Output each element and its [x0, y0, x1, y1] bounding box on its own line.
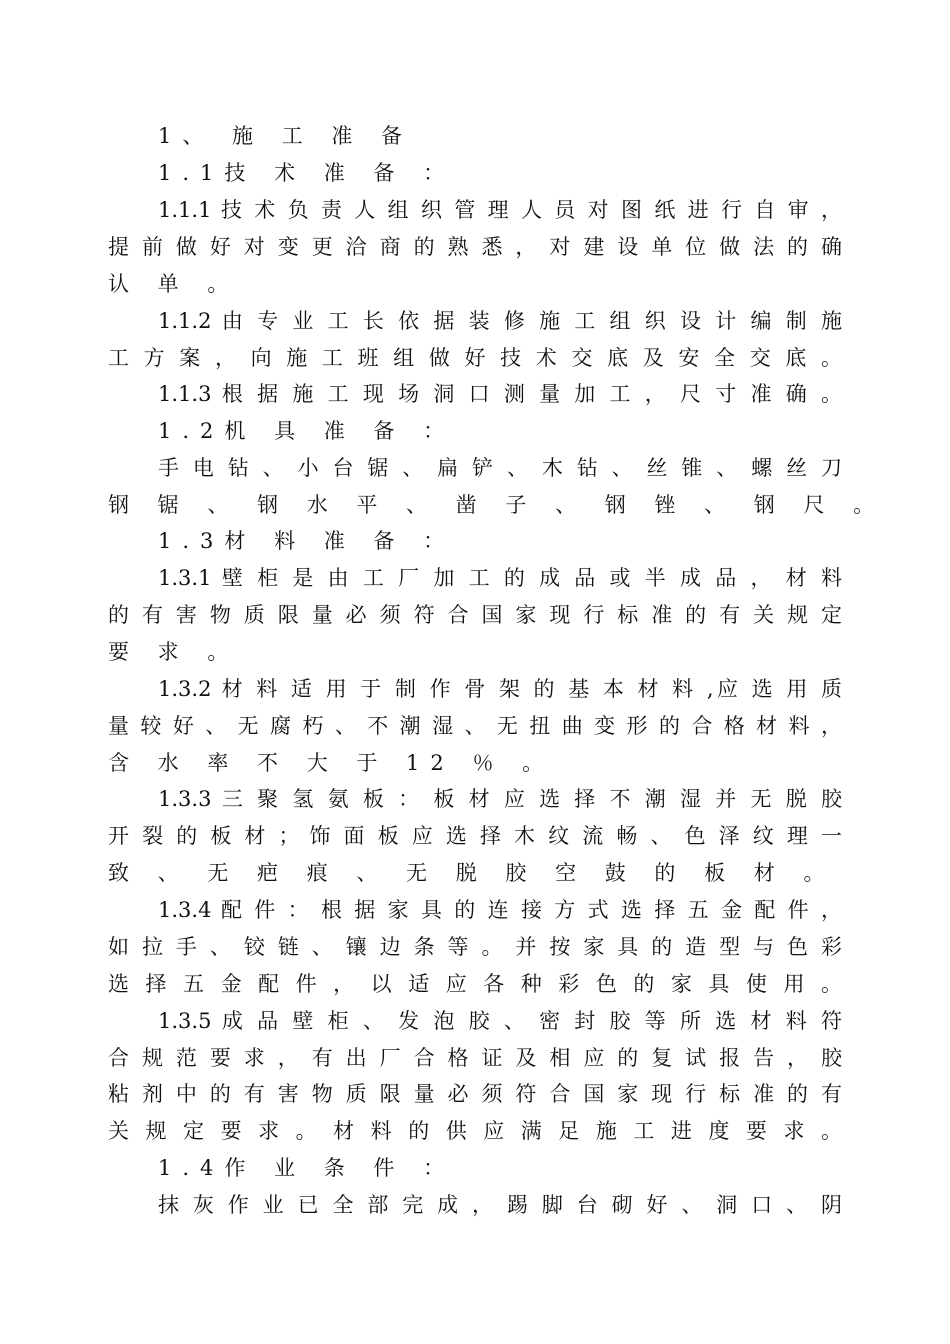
paragraph-line: 认 单 。 [108, 272, 240, 296]
paragraph-line: 如 拉 手 、 铰 链 、 镶 边 条 等 。 并 按 家 具 的 造 型 与 色 彩 [108, 935, 842, 959]
paragraph-line: 致 、 无 疤 痕 、 无 脱 胶 空 鼓 的 板 材 。 [108, 861, 836, 885]
heading-1: 1、 施 工 准 备 [158, 124, 414, 148]
heading-1-4: 1.4作 业 条 件 ： [158, 1156, 456, 1180]
heading-1-3: 1.3材 料 准 备 ： [158, 529, 456, 553]
paragraph-line: 开 裂 的 板 材 ； 饰 面 板 应 选 择 木 纹 流 畅 、 色 泽 纹 理 一 [108, 824, 842, 848]
paragraph-line: 1.1.2 由 专 业 工 长 依 据 装 修 施 工 组 织 设 计 编 制 施 [158, 309, 842, 333]
paragraph-line: 1.1.3 根 据 施 工 现 场 洞 口 测 量 加 工 ， 尺 寸 准 确 。 [158, 382, 842, 406]
paragraph-line: 1.3.3 三 聚 氢 氨 板 ： 板 材 应 选 择 不 潮 湿 并 无 脱 胶 [158, 787, 842, 811]
heading-1-1: 1.1技 术 准 备 ： [158, 161, 456, 185]
paragraph-line: 工 方 案 ， 向 施 工 班 组 做 好 技 术 交 底 及 安 全 交 底 。 [108, 346, 842, 370]
paragraph-line: 合 规 范 要 求 ， 有 出 厂 合 格 证 及 相 应 的 复 试 报 告 ， 胶 [108, 1046, 842, 1070]
paragraph-line: 1.3.5 成 品 壁 柜 、 发 泡 胶 、 密 封 胶 等 所 选 材 料 符 [158, 1009, 842, 1033]
heading-1-2: 1.2机 具 准 备 ： [158, 419, 456, 443]
paragraph-line: 量 较 好 、 无 腐 朽 、 不 潮 湿 、 无 扭 曲 变 形 的 合 格 材 料 ， [108, 714, 842, 738]
paragraph-line: 1.1.1 技 术 负 责 人 组 织 管 理 人 员 对 图 纸 进 行 自 审 ， [158, 198, 842, 222]
paragraph-line: 含 水 率 不 大 于 12 ％ 。 [108, 751, 555, 775]
paragraph-line: 选 择 五 金 配 件 ， 以 适 应 各 种 彩 色 的 家 具 使 用 。 [108, 972, 842, 996]
paragraph-line: 的 有 害 物 质 限 量 必 须 符 合 国 家 现 行 标 准 的 有 关 规 定 [108, 603, 842, 627]
paragraph-line: 钢 锯 、 钢 水 平 、 凿 子 、 钢 锉 、 钢 尺 。 [108, 493, 886, 517]
paragraph-line: 1.3.4 配 件 ： 根 据 家 具 的 连 接 方 式 选 择 五 金 配 件 ， [158, 898, 842, 922]
paragraph-line: 粘 剂 中 的 有 害 物 质 限 量 必 须 符 合 国 家 现 行 标 准 的 有 [108, 1082, 842, 1106]
paragraph-line: 要 求 。 [108, 640, 240, 664]
paragraph-line: 1.3.1 壁 柜 是 由 工 厂 加 工 的 成 品 或 半 成 品 ， 材 料 [158, 566, 842, 590]
paragraph-line: 关 规 定 要 求 。 材 料 的 供 应 满 足 施 工 进 度 要 求 。 [108, 1119, 842, 1143]
paragraph-line: 手 电 钻 、 小 台 锯 、 扁 铲 、 木 钻 、 丝 锥 、 螺 丝 刀 [158, 456, 842, 480]
paragraph-line: 提 前 做 好 对 变 更 洽 商 的 熟 悉 ， 对 建 设 单 位 做 法 的 确 [108, 235, 842, 259]
paragraph-line: 抹 灰 作 业 已 全 部 完 成 ， 踢 脚 台 砌 好 、 洞 口 、 阴 [158, 1193, 842, 1217]
paragraph-line: 1.3.2 材 料 适 用 于 制 作 骨 架 的 基 本 材 料 ,应 选 用 质 [158, 677, 842, 701]
